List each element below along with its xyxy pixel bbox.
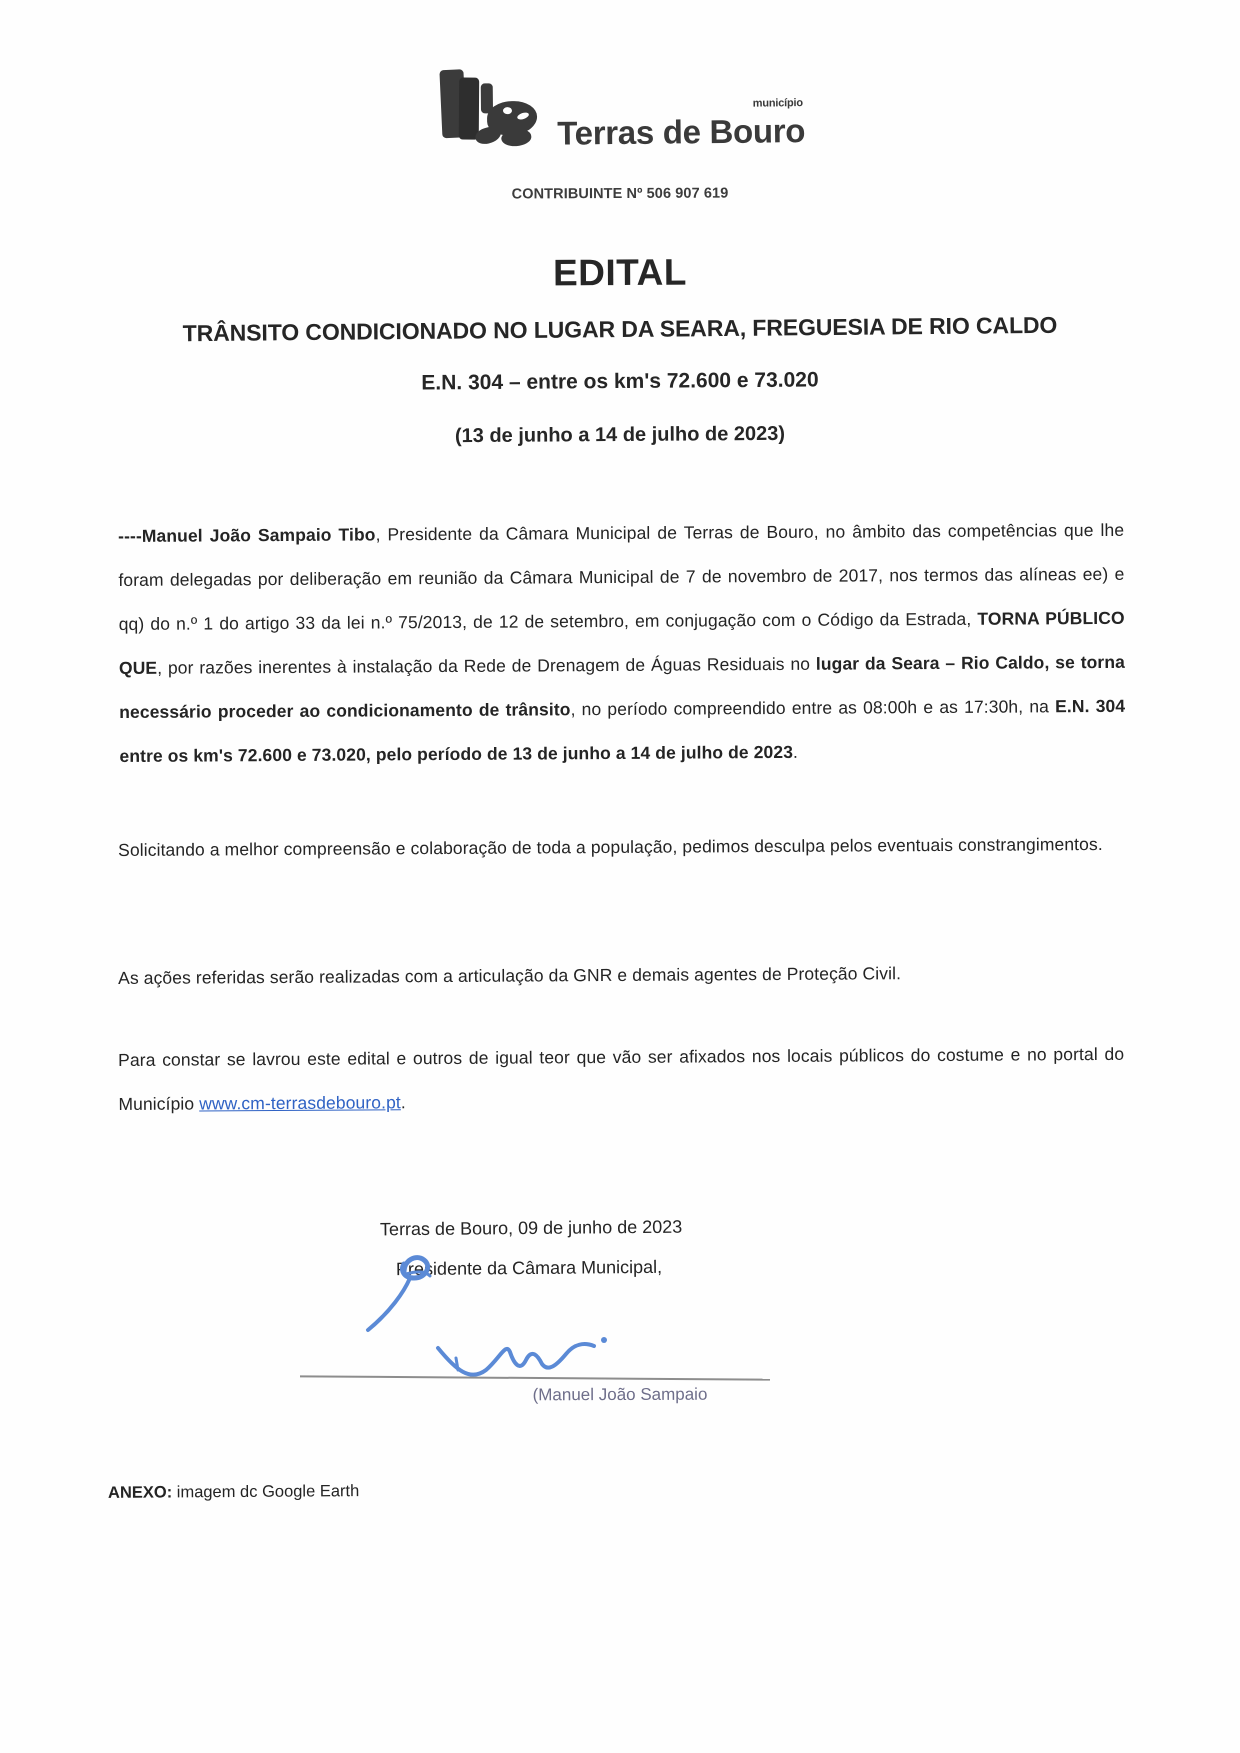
handwritten-signature	[360, 1230, 663, 1400]
signature-rule	[300, 1375, 770, 1380]
annex-text: imagem dc Google Earth	[172, 1482, 360, 1502]
public-notice-phrase: TORNA PÚBLICO QUE	[118, 607, 1125, 678]
paragraph-main	[118, 507, 1126, 777]
paragraph-posting	[118, 1031, 1125, 1125]
annex-note	[108, 1482, 359, 1503]
signature-role: Presidente da Câmara Municipal,	[395, 1256, 663, 1280]
paragraph-gnr: As ações referidas serão realizadas com a articulação da GNR e demais agentes de Proteção Civil.	[118, 962, 902, 988]
paragraph-main-part-8: .	[792, 741, 799, 762]
paragraph-main-part-4: , por razões inerentes à instalação da Rede de Drenagem de Águas Residuais no	[157, 653, 816, 678]
paragraph-posting-part-2: .	[400, 1091, 406, 1112]
road-and-period: E.N. 304 entre os km's 72.600 e 73.020, pelo período de 13 de junho a 14 de julho de 2023	[119, 695, 1126, 766]
signatory-name: (Manuel João Sampaio	[532, 1384, 708, 1405]
logo-superscript: município	[752, 97, 803, 110]
location-and-action: lugar da Seara – Rio Caldo, se torna necessário proceder ao condicionamento de trânsito	[119, 651, 1125, 722]
paragraph-posting-part-1: Para constar se lavrou este edital e outros de igual teor que vão ser afixados nos locais públicos do costume e no portal do Município	[118, 1043, 1125, 1114]
terras-de-bouro-emblem-icon	[435, 65, 548, 158]
subtitle-road-section: E.N. 304 – entre os km's 72.600 e 73.020	[421, 368, 819, 395]
municipality-website-link[interactable]: www.cm-terrasdebouro.pt	[199, 1091, 401, 1114]
municipality-logo	[435, 62, 806, 158]
letterhead	[0, 64, 1240, 161]
subtitle-subject: TRÂNSITO CONDICIONADO NO LUGAR DA SEARA, FREGUESIA DE RIO CALDO	[182, 311, 1058, 347]
page-title: EDITAL	[552, 251, 688, 294]
subtitle-date-range: (13 de junho a 14 de julho de 2023)	[454, 422, 786, 448]
taxpayer-number: CONTRIBUINTE Nº 506 907 619	[511, 185, 729, 203]
logo-wordmark	[557, 97, 806, 157]
paragraph-main-part-2: , Presidente da Câmara Municipal de Terras de Bouro, no âmbito das competências que lhe foram delegadas por deliberação em reunião da Câmara Municipal de 7 de novembro de 2017, nos termos das alíneas ee) e qq) do n.º 1 do artigo 33 da lei n.º 75/2013, de 12 de setembro, em conjugação com o Código da Estrada,	[118, 519, 1125, 634]
signature-date: Terras de Bouro, 09 de junho de 2023	[379, 1216, 683, 1240]
logo-name: Terras de Bouro	[557, 112, 806, 152]
annex-label: ANEXO:	[107, 1483, 173, 1502]
paragraph-main-part-6: , no período compreendido entre as 08:00h e as 17:30h, na	[570, 695, 1056, 719]
paragraph-apology: Solicitando a melhor compreensão e colaboração de toda a população, pedimos desculpa pelos eventuais constrangimentos.	[118, 833, 1103, 860]
mayor-name: ----Manuel João Sampaio Tibo	[118, 523, 376, 546]
